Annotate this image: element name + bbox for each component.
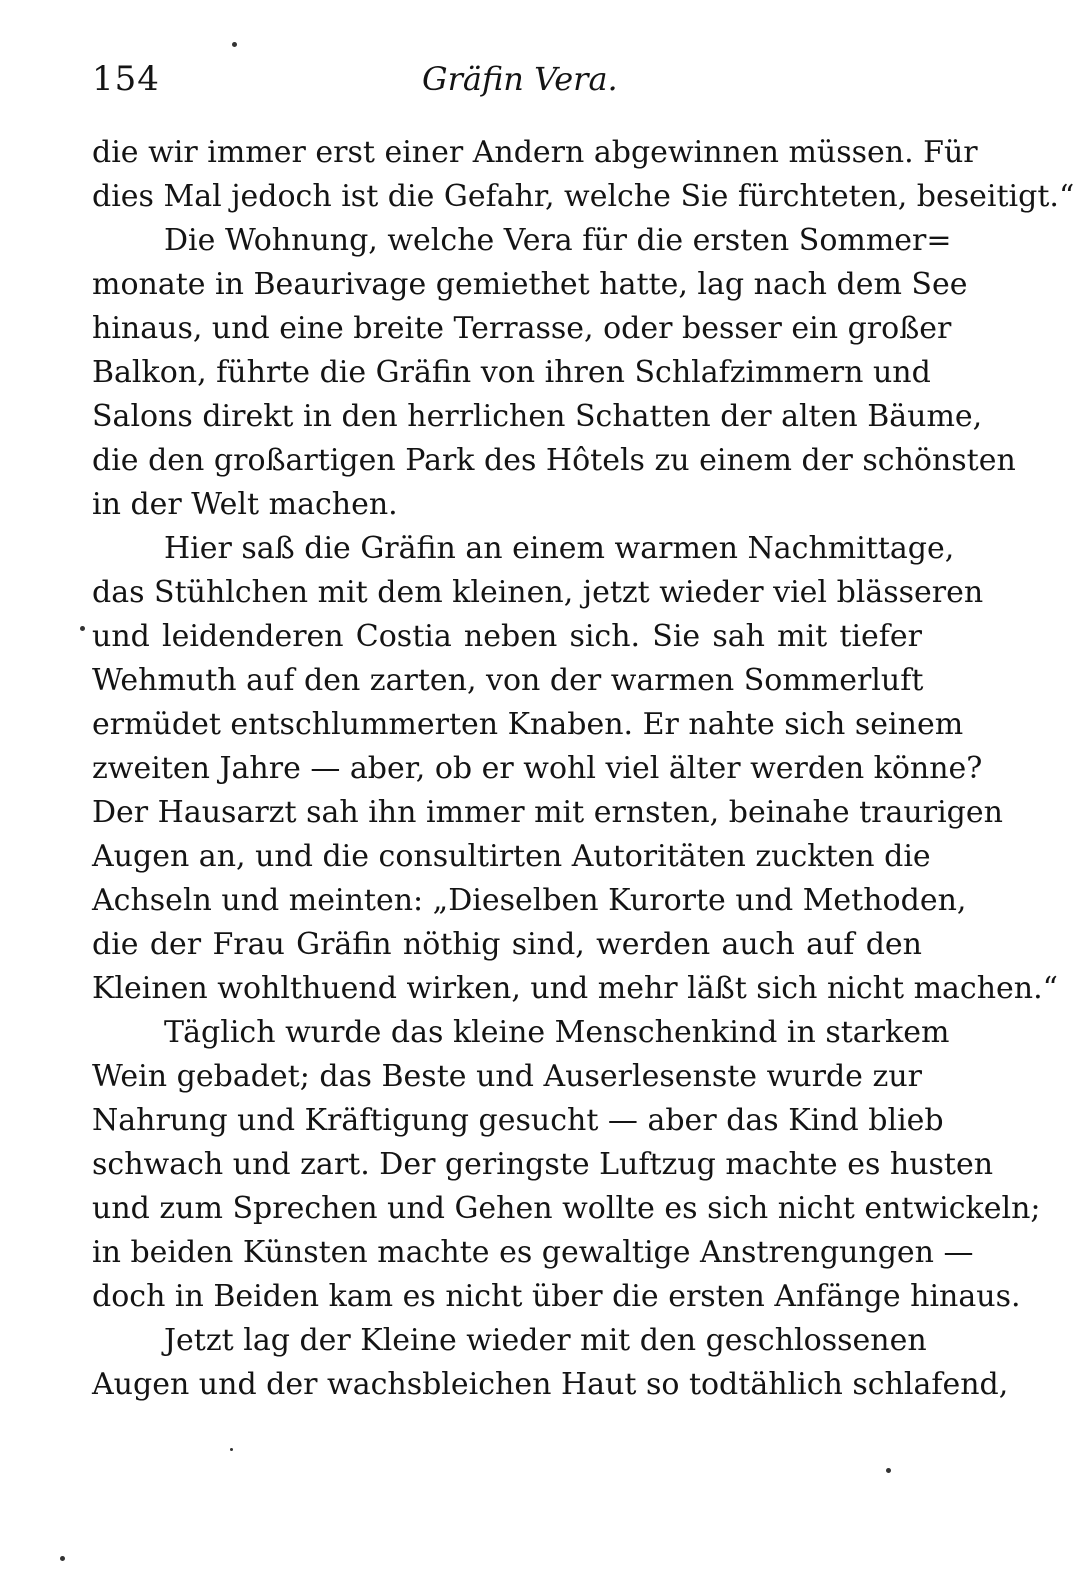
text-line: Augen an, und die consultirten Autoritäten zuckten die	[92, 839, 931, 874]
text-line: Augen und der wachsbleichen Haut so todtählich schlafend,	[92, 1367, 1009, 1402]
text-line: das Stühlchen mit dem kleinen, jetzt wieder viel blässeren	[92, 575, 984, 610]
text-line: in beiden Künsten machte es gewaltige Anstrengungen —	[92, 1235, 974, 1270]
text-line: und leidenderen Costia neben sich. Sie sah mit tiefer	[92, 619, 922, 654]
text-line: Balkon, führte die Gräfin von ihren Schlafzimmern und	[92, 355, 931, 390]
page-number: 154	[92, 59, 160, 99]
print-speck	[230, 1448, 233, 1451]
text-line: Wein gebadet; das Beste und Auserlesenste wurde zur	[92, 1059, 922, 1094]
text-line: doch in Beiden kam es nicht über die ersten Anfänge hinaus.	[92, 1279, 1021, 1314]
text-line: monate in Beaurivage gemiethet hatte, lag nach dem See	[92, 267, 968, 302]
text-line: Wehmuth auf den zarten, von der warmen Sommerluft	[92, 663, 924, 698]
text-line: Nahrung und Kräftigung gesucht — aber das Kind blieb	[92, 1103, 944, 1138]
running-title: Gräfin Vera.	[422, 60, 618, 98]
text-line: und zum Sprechen und Gehen wollte es sich nicht entwickeln;	[92, 1191, 1041, 1226]
text-line: zweiten Jahre — aber, ob er wohl viel älter werden könne?	[92, 751, 983, 786]
text-line: ermüdet entschlummerten Knaben. Er nahte sich seinem	[92, 707, 964, 742]
text-line: in der Welt machen.	[92, 487, 398, 522]
text-line: schwach und zart. Der geringste Luftzug machte es husten	[92, 1147, 994, 1182]
text-line: Salons direkt in den herrlichen Schatten der alten Bäume,	[92, 399, 983, 434]
print-speck	[886, 1468, 891, 1473]
text-line: Jetzt lag der Kleine wieder mit den geschlossenen	[164, 1323, 927, 1358]
text-line: dies Mal jedoch ist die Gefahr, welche Sie fürchteten, beseitigt.“	[92, 179, 1074, 214]
text-line: Der Hausarzt sah ihn immer mit ernsten, beinahe traurigen	[92, 795, 1003, 830]
print-speck	[80, 626, 85, 631]
text-line: Kleinen wohlthuend wirken, und mehr läßt sich nicht machen.“	[92, 971, 1058, 1006]
text-line: Täglich wurde das kleine Menschenkind in starkem	[164, 1015, 950, 1050]
print-speck	[232, 42, 237, 47]
text-line: Die Wohnung, welche Vera für die ersten Sommer=	[164, 223, 952, 258]
text-line: hinaus, und eine breite Terrasse, oder besser ein großer	[92, 311, 952, 346]
text-line: die wir immer erst einer Andern abgewinnen müssen. Für	[92, 135, 978, 170]
print-speck	[60, 1556, 65, 1561]
text-line: die den großartigen Park des Hôtels zu einem der schönsten	[92, 443, 1016, 478]
text-line: Hier saß die Gräfin an einem warmen Nachmittage,	[164, 531, 955, 566]
body-text	[92, 131, 1074, 1407]
page-header	[92, 54, 922, 104]
text-line: Achseln und meinten: „Dieselben Kurorte und Methoden,	[92, 883, 967, 918]
text-line: die der Frau Gräfin nöthig sind, werden auch auf den	[92, 927, 922, 962]
